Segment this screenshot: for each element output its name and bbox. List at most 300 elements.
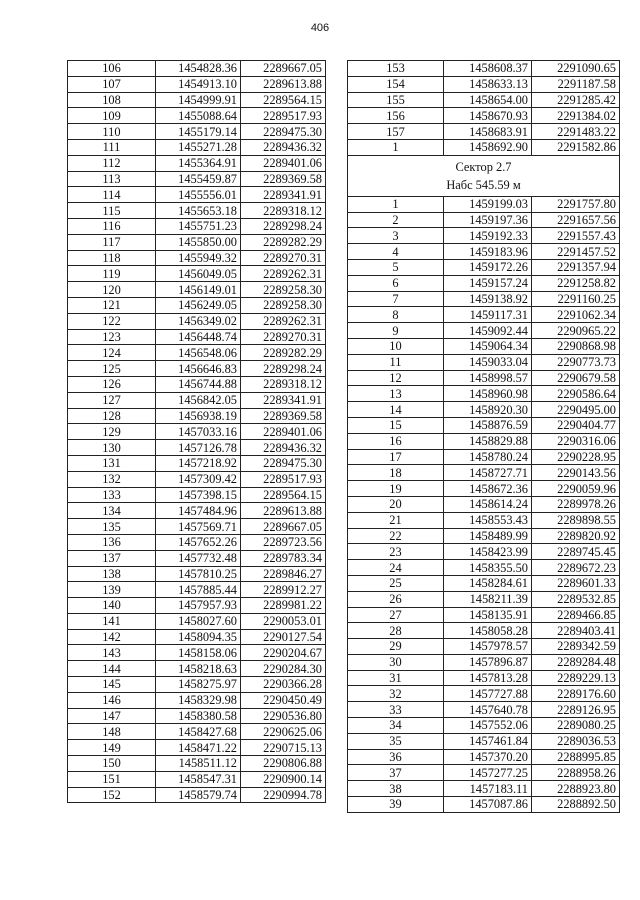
point-number-cell: 137 — [68, 550, 156, 566]
point-number-cell: 139 — [68, 582, 156, 598]
x-coordinate-cell: 1459138.92 — [444, 291, 532, 307]
point-number-cell: 121 — [68, 297, 156, 313]
point-number-cell: 123 — [68, 329, 156, 345]
x-coordinate-cell: 1457727.88 — [444, 686, 532, 702]
table-row — [348, 449, 620, 465]
table-row — [348, 623, 620, 639]
table-row — [68, 361, 326, 377]
point-number-cell: 148 — [68, 724, 156, 740]
y-coordinate-cell: 2291384.02 — [532, 108, 620, 124]
point-number-cell: 154 — [348, 76, 444, 92]
table-row — [348, 402, 620, 418]
table-row — [68, 297, 326, 313]
point-number-cell: 126 — [68, 376, 156, 392]
point-number-cell: 152 — [68, 787, 156, 803]
table-row — [348, 259, 620, 275]
y-coordinate-cell: 2289270.31 — [241, 329, 326, 345]
x-coordinate-cell: 1455653.18 — [156, 203, 241, 219]
point-number-cell: 131 — [68, 455, 156, 471]
y-coordinate-cell: 2291090.65 — [532, 61, 620, 77]
table-row — [68, 582, 326, 598]
table-row — [348, 323, 620, 339]
y-coordinate-cell: 2289564.15 — [241, 92, 326, 108]
table-row — [68, 677, 326, 693]
point-number-cell: 115 — [68, 203, 156, 219]
y-coordinate-cell: 2291457.52 — [532, 244, 620, 260]
x-coordinate-cell: 1458218.63 — [156, 661, 241, 677]
table-row — [348, 528, 620, 544]
table-row — [68, 329, 326, 345]
table-row — [348, 639, 620, 655]
y-coordinate-cell: 2290868.98 — [532, 338, 620, 354]
y-coordinate-cell: 2289401.06 — [241, 424, 326, 440]
point-number-cell: 5 — [348, 259, 444, 275]
y-coordinate-cell: 2291187.58 — [532, 76, 620, 92]
x-coordinate-cell: 1456548.06 — [156, 345, 241, 361]
x-coordinate-cell: 1456249.05 — [156, 297, 241, 313]
point-number-cell: 155 — [348, 92, 444, 108]
x-coordinate-cell: 1458960.98 — [444, 386, 532, 402]
x-coordinate-cell: 1457461.84 — [444, 733, 532, 749]
x-coordinate-cell: 1457885.44 — [156, 582, 241, 598]
x-coordinate-cell: 1455459.87 — [156, 171, 241, 187]
table-row — [68, 250, 326, 266]
point-number-cell: 19 — [348, 481, 444, 497]
point-number-cell: 130 — [68, 440, 156, 456]
x-coordinate-cell: 1456149.01 — [156, 282, 241, 298]
y-coordinate-cell: 2289262.31 — [241, 266, 326, 282]
x-coordinate-cell: 1457484.96 — [156, 503, 241, 519]
y-coordinate-cell: 2291285.42 — [532, 92, 620, 108]
x-coordinate-cell: 1458672.36 — [444, 481, 532, 497]
x-coordinate-cell: 1456938.19 — [156, 408, 241, 424]
table-row — [68, 661, 326, 677]
y-coordinate-cell: 2290284.30 — [241, 661, 326, 677]
point-number-cell: 147 — [68, 708, 156, 724]
table-row — [348, 228, 620, 244]
y-coordinate-cell: 2288958.26 — [532, 765, 620, 781]
table-row — [348, 124, 620, 140]
y-coordinate-cell: 2289436.32 — [241, 440, 326, 456]
y-coordinate-cell: 2289369.58 — [241, 171, 326, 187]
point-number-cell: 28 — [348, 623, 444, 639]
x-coordinate-cell: 1458284.61 — [444, 575, 532, 591]
point-number-cell: 27 — [348, 607, 444, 623]
point-number-cell: 31 — [348, 670, 444, 686]
point-number-cell: 10 — [348, 338, 444, 354]
x-coordinate-cell: 1458670.93 — [444, 108, 532, 124]
x-coordinate-cell: 1458692.90 — [444, 139, 532, 155]
y-coordinate-cell: 2289532.85 — [532, 591, 620, 607]
x-coordinate-cell: 1459172.26 — [444, 259, 532, 275]
point-number-cell: 29 — [348, 639, 444, 655]
table-row — [68, 313, 326, 329]
y-coordinate-cell: 2289318.12 — [241, 203, 326, 219]
table-row — [348, 560, 620, 576]
table-row — [68, 692, 326, 708]
y-coordinate-cell: 2290204.67 — [241, 645, 326, 661]
sector-header-group — [348, 155, 620, 196]
x-coordinate-cell: 1457640.78 — [444, 702, 532, 718]
y-coordinate-cell: 2289229.13 — [532, 670, 620, 686]
y-coordinate-cell: 2289436.32 — [241, 139, 326, 155]
point-number-cell: 136 — [68, 534, 156, 550]
table-row — [348, 108, 620, 124]
y-coordinate-cell: 2290316.06 — [532, 433, 620, 449]
table-row — [68, 471, 326, 487]
table-row — [348, 465, 620, 481]
point-number-cell: 151 — [68, 771, 156, 787]
table-row — [68, 787, 326, 803]
table-row — [348, 196, 620, 212]
x-coordinate-cell: 1458579.74 — [156, 787, 241, 803]
x-coordinate-cell: 1458211.39 — [444, 591, 532, 607]
table-row — [348, 670, 620, 686]
table-row — [68, 282, 326, 298]
y-coordinate-cell: 2291757.80 — [532, 196, 620, 212]
x-coordinate-cell: 1456448.74 — [156, 329, 241, 345]
point-number-cell: 140 — [68, 598, 156, 614]
table-row — [348, 702, 620, 718]
x-coordinate-cell: 1458998.57 — [444, 370, 532, 386]
point-number-cell: 117 — [68, 234, 156, 250]
x-coordinate-cell: 1458608.37 — [444, 61, 532, 77]
y-coordinate-cell: 2289912.27 — [241, 582, 326, 598]
table-row — [68, 392, 326, 408]
point-number-cell: 32 — [348, 686, 444, 702]
point-number-cell: 144 — [68, 661, 156, 677]
x-coordinate-cell: 1458633.13 — [444, 76, 532, 92]
point-number-cell: 116 — [68, 218, 156, 234]
y-coordinate-cell: 2289667.05 — [241, 61, 326, 77]
page-number: 406 — [310, 22, 330, 34]
x-coordinate-cell: 1458423.99 — [444, 544, 532, 560]
y-coordinate-cell: 2288995.85 — [532, 749, 620, 765]
sector-area: Набс 545.59 м — [446, 177, 521, 192]
x-coordinate-cell: 1457277.25 — [444, 765, 532, 781]
table-row — [68, 171, 326, 187]
point-number-cell: 149 — [68, 740, 156, 756]
y-coordinate-cell: 2288892.50 — [532, 797, 620, 813]
x-coordinate-cell: 1458094.35 — [156, 629, 241, 645]
y-coordinate-cell: 2289282.29 — [241, 234, 326, 250]
y-coordinate-cell: 2291258.82 — [532, 275, 620, 291]
point-number-cell: 39 — [348, 797, 444, 813]
x-coordinate-cell: 1459192.33 — [444, 228, 532, 244]
x-coordinate-cell: 1458614.24 — [444, 496, 532, 512]
x-coordinate-cell: 1457957.93 — [156, 598, 241, 614]
point-number-cell: 37 — [348, 765, 444, 781]
y-coordinate-cell: 2290059.96 — [532, 481, 620, 497]
x-coordinate-cell: 1458380.58 — [156, 708, 241, 724]
y-coordinate-cell: 2289475.30 — [241, 124, 326, 140]
point-number-cell: 108 — [68, 92, 156, 108]
point-number-cell: 2 — [348, 212, 444, 228]
point-number-cell: 153 — [348, 61, 444, 77]
table-row — [68, 124, 326, 140]
y-coordinate-cell: 2289080.25 — [532, 718, 620, 734]
x-coordinate-cell: 1457370.20 — [444, 749, 532, 765]
x-coordinate-cell: 1458920.30 — [444, 402, 532, 418]
x-coordinate-cell: 1457552.06 — [444, 718, 532, 734]
y-coordinate-cell: 2289262.31 — [241, 313, 326, 329]
y-coordinate-cell: 2289475.30 — [241, 455, 326, 471]
y-coordinate-cell: 2289342.59 — [532, 639, 620, 655]
point-number-cell: 4 — [348, 244, 444, 260]
table-row — [68, 61, 326, 77]
table-row — [348, 591, 620, 607]
table-row — [348, 512, 620, 528]
table-row — [348, 338, 620, 354]
x-coordinate-cell: 1455751.23 — [156, 218, 241, 234]
table-row — [348, 718, 620, 734]
table-row — [348, 496, 620, 512]
point-number-cell: 132 — [68, 471, 156, 487]
y-coordinate-cell: 2290228.95 — [532, 449, 620, 465]
point-number-cell: 7 — [348, 291, 444, 307]
x-coordinate-cell: 1458727.71 — [444, 465, 532, 481]
table-row — [68, 771, 326, 787]
y-coordinate-cell: 2290965.22 — [532, 323, 620, 339]
x-coordinate-cell: 1458547.31 — [156, 771, 241, 787]
y-coordinate-cell: 2289745.45 — [532, 544, 620, 560]
point-number-cell: 24 — [348, 560, 444, 576]
y-coordinate-cell: 2289613.88 — [241, 76, 326, 92]
y-coordinate-cell: 2289723.56 — [241, 534, 326, 550]
x-coordinate-cell: 1457813.28 — [444, 670, 532, 686]
point-number-cell: 11 — [348, 354, 444, 370]
point-number-cell: 156 — [348, 108, 444, 124]
point-number-cell: 106 — [68, 61, 156, 77]
point-number-cell: 142 — [68, 629, 156, 645]
y-coordinate-cell: 2289258.30 — [241, 297, 326, 313]
point-number-cell: 18 — [348, 465, 444, 481]
table-row — [348, 575, 620, 591]
coordinates-table-left — [67, 60, 326, 803]
y-coordinate-cell: 2289284.48 — [532, 654, 620, 670]
x-coordinate-cell: 1459064.34 — [444, 338, 532, 354]
table-row — [68, 376, 326, 392]
y-coordinate-cell: 2290625.06 — [241, 724, 326, 740]
point-number-cell: 118 — [68, 250, 156, 266]
table-row — [68, 629, 326, 645]
table-row — [348, 544, 620, 560]
point-number-cell: 129 — [68, 424, 156, 440]
point-number-cell: 141 — [68, 613, 156, 629]
y-coordinate-cell: 2289601.33 — [532, 575, 620, 591]
y-coordinate-cell: 2289820.92 — [532, 528, 620, 544]
x-coordinate-cell: 1457569.71 — [156, 519, 241, 535]
y-coordinate-cell: 2289258.30 — [241, 282, 326, 298]
table-row — [68, 218, 326, 234]
table-row — [348, 76, 620, 92]
y-coordinate-cell: 2289403.41 — [532, 623, 620, 639]
y-coordinate-cell: 2291657.56 — [532, 212, 620, 228]
y-coordinate-cell: 2289613.88 — [241, 503, 326, 519]
y-coordinate-cell: 2289672.23 — [532, 560, 620, 576]
y-coordinate-cell: 2289341.91 — [241, 187, 326, 203]
table-row — [348, 686, 620, 702]
point-number-cell: 146 — [68, 692, 156, 708]
y-coordinate-cell: 2289298.24 — [241, 361, 326, 377]
table-row — [348, 417, 620, 433]
y-coordinate-cell: 2290586.64 — [532, 386, 620, 402]
y-coordinate-cell: 2289898.55 — [532, 512, 620, 528]
point-number-cell: 22 — [348, 528, 444, 544]
table-row — [348, 291, 620, 307]
x-coordinate-cell: 1458329.98 — [156, 692, 241, 708]
x-coordinate-cell: 1456744.88 — [156, 376, 241, 392]
y-coordinate-cell: 2290679.58 — [532, 370, 620, 386]
table-row — [68, 139, 326, 155]
point-number-cell: 33 — [348, 702, 444, 718]
table-row — [68, 613, 326, 629]
coordinates-table-right-bottom — [348, 196, 620, 812]
x-coordinate-cell: 1457183.11 — [444, 781, 532, 797]
y-coordinate-cell: 2289978.26 — [532, 496, 620, 512]
table-row — [68, 187, 326, 203]
y-coordinate-cell: 2290773.73 — [532, 354, 620, 370]
table-row — [68, 740, 326, 756]
table-row — [348, 386, 620, 402]
y-coordinate-cell: 2289282.29 — [241, 345, 326, 361]
table-row — [348, 481, 620, 497]
x-coordinate-cell: 1458489.99 — [444, 528, 532, 544]
point-number-cell: 150 — [68, 756, 156, 772]
table-row — [68, 76, 326, 92]
point-number-cell: 14 — [348, 402, 444, 418]
y-coordinate-cell: 2290127.54 — [241, 629, 326, 645]
y-coordinate-cell: 2291357.94 — [532, 259, 620, 275]
table-row — [68, 234, 326, 250]
table-row — [68, 756, 326, 772]
point-number-cell: 12 — [348, 370, 444, 386]
x-coordinate-cell: 1459033.04 — [444, 354, 532, 370]
x-coordinate-cell: 1459092.44 — [444, 323, 532, 339]
table-row — [68, 203, 326, 219]
point-number-cell: 35 — [348, 733, 444, 749]
x-coordinate-cell: 1458058.28 — [444, 623, 532, 639]
point-number-cell: 1 — [348, 139, 444, 155]
y-coordinate-cell: 2290900.14 — [241, 771, 326, 787]
table-row — [68, 440, 326, 456]
point-number-cell: 145 — [68, 677, 156, 693]
table-row — [348, 354, 620, 370]
y-coordinate-cell: 2291582.86 — [532, 139, 620, 155]
point-number-cell: 134 — [68, 503, 156, 519]
y-coordinate-cell: 2289369.58 — [241, 408, 326, 424]
table-row — [68, 724, 326, 740]
y-coordinate-cell: 2290495.00 — [532, 402, 620, 418]
table-row — [68, 455, 326, 471]
table-row — [348, 92, 620, 108]
x-coordinate-cell: 1457896.87 — [444, 654, 532, 670]
point-number-cell: 34 — [348, 718, 444, 734]
y-coordinate-cell: 2289466.85 — [532, 607, 620, 623]
point-number-cell: 6 — [348, 275, 444, 291]
table-row — [348, 749, 620, 765]
x-coordinate-cell: 1455556.01 — [156, 187, 241, 203]
point-number-cell: 143 — [68, 645, 156, 661]
coordinates-table-right — [347, 60, 620, 813]
table-row — [68, 92, 326, 108]
x-coordinate-cell: 1458158.06 — [156, 645, 241, 661]
point-number-cell: 110 — [68, 124, 156, 140]
x-coordinate-cell: 1457309.42 — [156, 471, 241, 487]
x-coordinate-cell: 1458511.12 — [156, 756, 241, 772]
y-coordinate-cell: 2289401.06 — [241, 155, 326, 171]
x-coordinate-cell: 1455088.64 — [156, 108, 241, 124]
point-number-cell: 113 — [68, 171, 156, 187]
y-coordinate-cell: 2290404.77 — [532, 417, 620, 433]
y-coordinate-cell: 2289270.31 — [241, 250, 326, 266]
point-number-cell: 112 — [68, 155, 156, 171]
x-coordinate-cell: 1459197.36 — [444, 212, 532, 228]
x-coordinate-cell: 1455271.28 — [156, 139, 241, 155]
table-row — [68, 345, 326, 361]
point-number-cell: 138 — [68, 566, 156, 582]
table-row — [348, 433, 620, 449]
point-number-cell: 120 — [68, 282, 156, 298]
table-row — [348, 781, 620, 797]
point-number-cell: 135 — [68, 519, 156, 535]
x-coordinate-cell: 1457033.16 — [156, 424, 241, 440]
x-coordinate-cell: 1458275.97 — [156, 677, 241, 693]
x-coordinate-cell: 1458471.22 — [156, 740, 241, 756]
x-coordinate-cell: 1455179.14 — [156, 124, 241, 140]
x-coordinate-cell: 1459157.24 — [444, 275, 532, 291]
table-row — [68, 708, 326, 724]
y-coordinate-cell: 2290366.28 — [241, 677, 326, 693]
point-number-cell: 107 — [68, 76, 156, 92]
y-coordinate-cell: 2288923.80 — [532, 781, 620, 797]
point-number-cell: 128 — [68, 408, 156, 424]
table-row — [68, 519, 326, 535]
x-coordinate-cell: 1457087.86 — [444, 797, 532, 813]
x-coordinate-cell: 1459183.96 — [444, 244, 532, 260]
y-coordinate-cell: 2289298.24 — [241, 218, 326, 234]
point-number-cell: 109 — [68, 108, 156, 124]
y-coordinate-cell: 2291483.22 — [532, 124, 620, 140]
y-coordinate-cell: 2289517.93 — [241, 471, 326, 487]
point-number-cell: 122 — [68, 313, 156, 329]
x-coordinate-cell: 1459117.31 — [444, 307, 532, 323]
point-number-cell: 15 — [348, 417, 444, 433]
table-row — [68, 566, 326, 582]
x-coordinate-cell: 1454828.36 — [156, 61, 241, 77]
x-coordinate-cell: 1455364.91 — [156, 155, 241, 171]
x-coordinate-cell: 1456842.05 — [156, 392, 241, 408]
table-row — [68, 550, 326, 566]
x-coordinate-cell: 1457398.15 — [156, 487, 241, 503]
y-coordinate-cell: 2291160.25 — [532, 291, 620, 307]
x-coordinate-cell: 1454999.91 — [156, 92, 241, 108]
x-coordinate-cell: 1456349.02 — [156, 313, 241, 329]
table-row — [68, 645, 326, 661]
table-row — [348, 61, 620, 77]
table-row — [68, 266, 326, 282]
y-coordinate-cell: 2291557.43 — [532, 228, 620, 244]
point-number-cell: 133 — [68, 487, 156, 503]
y-coordinate-cell: 2290143.56 — [532, 465, 620, 481]
y-coordinate-cell: 2290450.49 — [241, 692, 326, 708]
x-coordinate-cell: 1457218.92 — [156, 455, 241, 471]
point-number-cell: 25 — [348, 575, 444, 591]
table-row — [348, 139, 620, 155]
table-row — [348, 275, 620, 291]
x-coordinate-cell: 1456646.83 — [156, 361, 241, 377]
x-coordinate-cell: 1458427.68 — [156, 724, 241, 740]
